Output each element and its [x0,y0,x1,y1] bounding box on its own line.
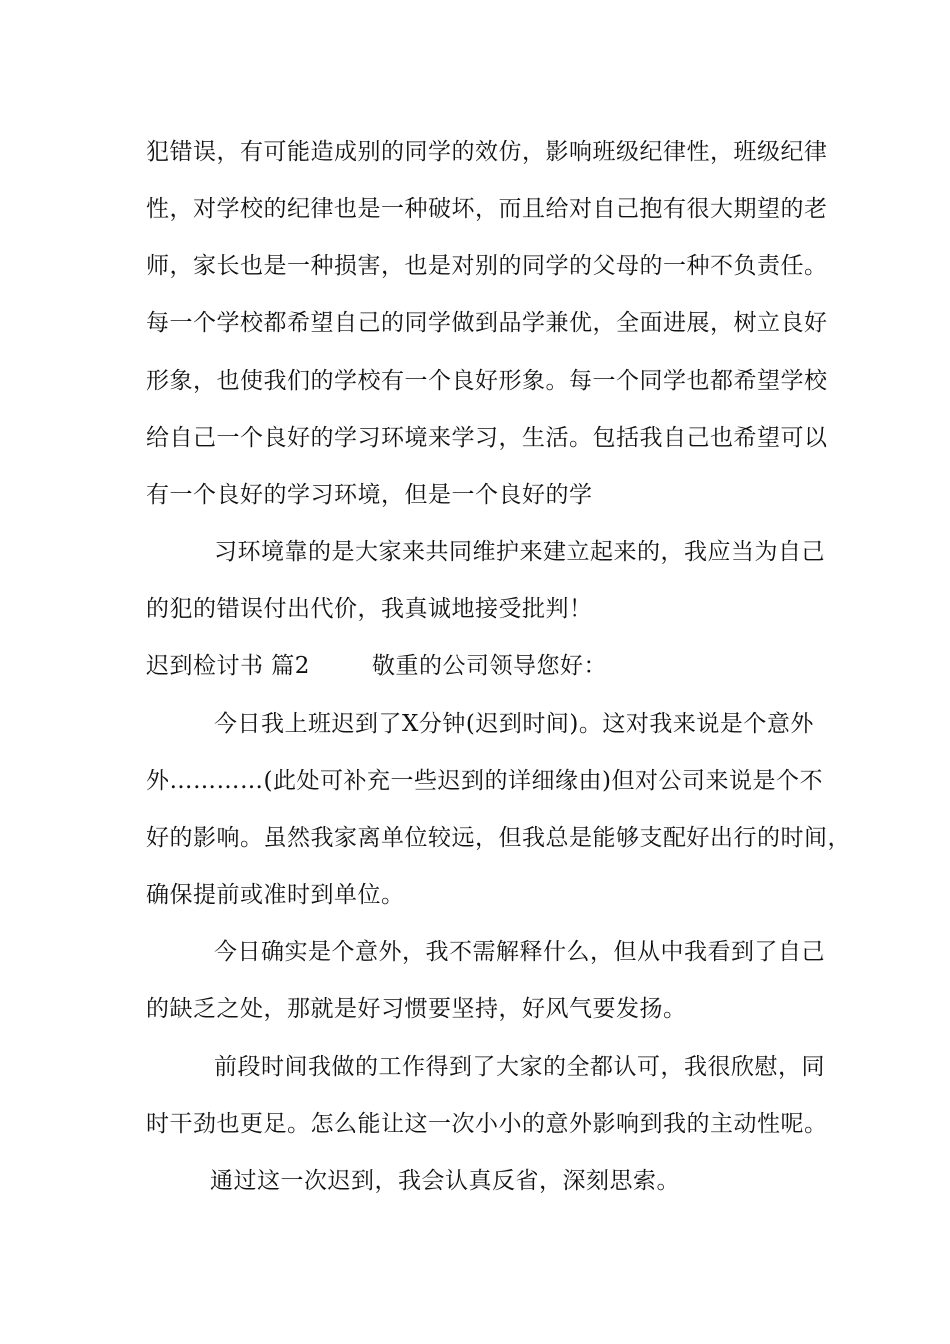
paragraph-line: 外…………(此处可补充一些迟到的详细缘由)但对公司来说是个不 [146,768,823,794]
paragraph-line: 通过这一次迟到，我会认真反省，深刻思索。 [210,1168,680,1194]
paragraph-line: 确保提前或准时到单位。 [146,882,405,908]
section-heading: 迟到检讨书 篇2 [146,653,310,679]
paragraph-line: 性，对学校的纪律也是一种破坏，而且给对自己抱有很大期望的老 [146,196,828,222]
paragraph-line: 有一个良好的学习环境，但是一个良好的学 [146,482,593,508]
paragraph-line: 的缺乏之处，那就是好习惯要坚持，好风气要发扬。 [146,996,687,1022]
paragraph-line: 的犯的错误付出代价，我真诚地接受批判！ [146,596,593,622]
paragraph-line: 前段时间我做的工作得到了大家的全都认可，我很欣慰，同 [214,1054,825,1080]
paragraph-line: 每一个学校都希望自己的同学做到品学兼优，全面进展，树立良好 [146,310,828,336]
paragraph-line: 今日确实是个意外，我不需解释什么，但从中我看到了自己 [214,939,825,965]
paragraph-line: 犯错误，有可能造成别的同学的效仿，影响班级纪律性，班级纪律 [146,139,828,165]
paragraph-line: 好的影响。虽然我家离单位较远，但我总是能够支配好出行的时间， [146,825,851,851]
paragraph-line: 师，家长也是一种损害，也是对别的同学的父母的一种不负责任。 [146,253,828,279]
paragraph-line: 习环境靠的是大家来共同维护来建立起来的，我应当为自己 [214,539,825,565]
paragraph-line: 时干劲也更足。怎么能让这一次小小的意外影响到我的主动性呢。 [146,1111,828,1137]
paragraph-line: 给自己一个良好的学习环境来学习，生活。包括我自己也希望可以 [146,425,828,451]
paragraph-line: 今日我上班迟到了X分钟(迟到时间)。这对我来说是个意外 [214,711,814,737]
paragraph-line: 形象，也使我们的学校有一个良好形象。每一个同学也都希望学校 [146,368,828,394]
salutation: 敬重的公司领导您好： [372,653,607,679]
